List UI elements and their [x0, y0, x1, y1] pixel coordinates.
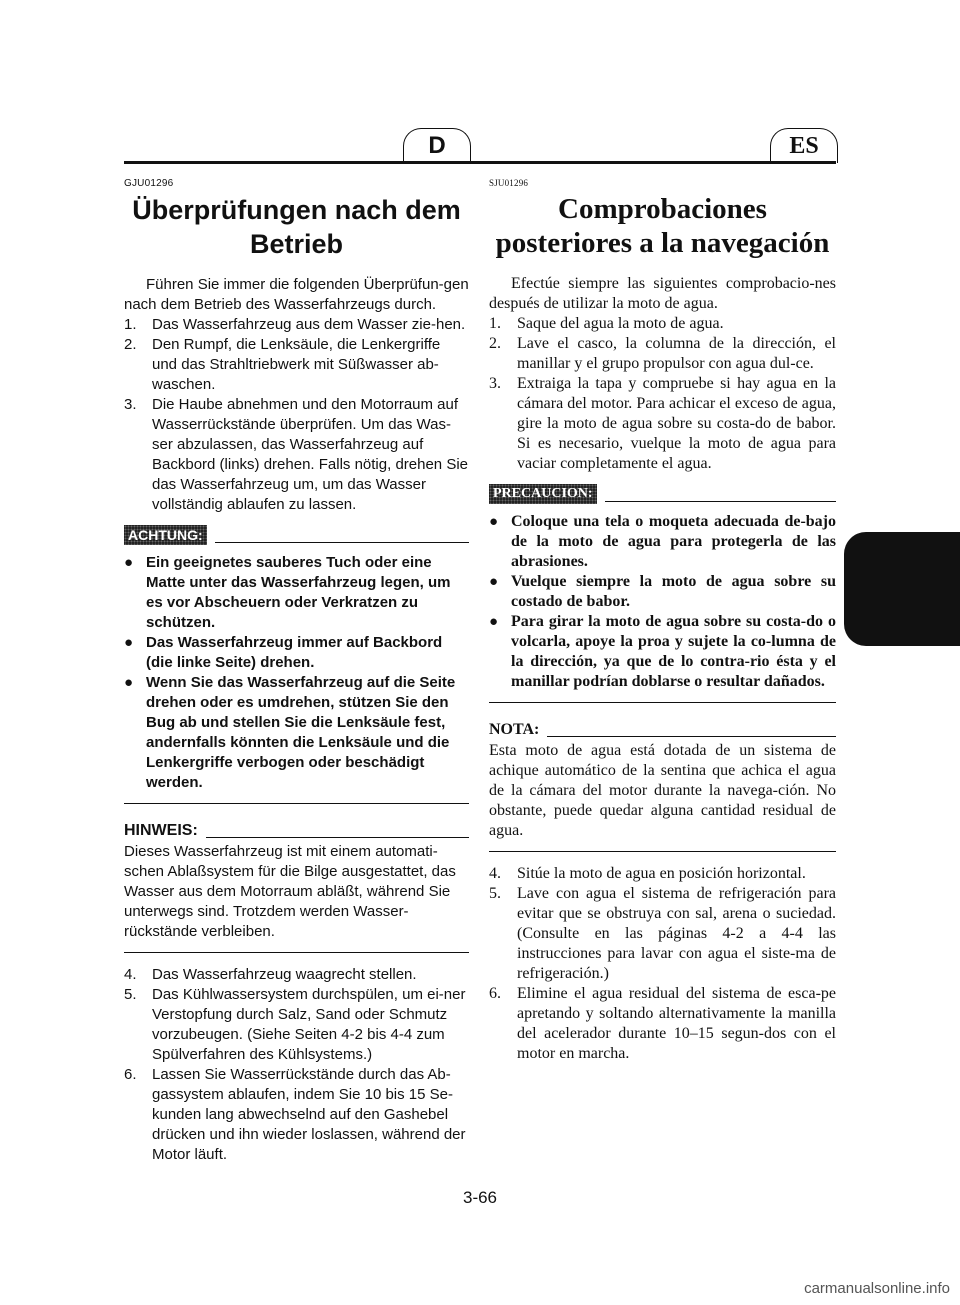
list-item: [124, 553, 469, 633]
step-text: Elimine el agua residual del sistema de esca-pe apretando y soltando alternativamente la manilla del acelerador durante 10–15 segun-dos con el motor en marcha.: [517, 985, 836, 1062]
list-item: [489, 612, 836, 692]
warning-text: Para girar la moto de agua sobre su costa-do o volcarla, apoye la proa y sujete la co-lumna de la dirección, ya que de lo contra-rio ésta y el manillar podrían doblarse o resultar dañados.: [511, 613, 836, 690]
language-tab-german-label: D: [428, 132, 446, 159]
bullet-icon: ●: [124, 554, 134, 571]
note-rule: [547, 736, 836, 737]
warning-list: [489, 512, 836, 692]
list-item: [489, 572, 836, 612]
step-text: Das Wasserfahrzeug aus dem Wasser zie-hen.: [152, 316, 466, 333]
list-item: [489, 884, 836, 984]
list-item: [124, 1065, 469, 1165]
section-code: SJU01296: [489, 178, 529, 188]
list-item: [489, 984, 836, 1064]
note-header: [489, 721, 836, 739]
step-number: 2.: [124, 336, 137, 353]
list-item: [124, 335, 469, 395]
language-tab-spanish-label: ES: [789, 132, 819, 159]
step-text: Sitúe la moto de agua en posición horizontal.: [517, 865, 806, 882]
list-item: [489, 374, 836, 474]
list-item: [124, 633, 469, 673]
intro-paragraph: Efectúe siempre las siguientes comprobacio-nes después de utilizar la moto de agua.: [489, 275, 836, 312]
step-text: Das Wasserfahrzeug waagrecht stellen.: [152, 966, 417, 983]
warning-end-rule: [489, 702, 836, 703]
warning-rule: [215, 542, 469, 543]
step-number: 5.: [489, 885, 501, 902]
step-number: 1.: [489, 315, 501, 332]
step-text: Das Kühlwassersystem durchspülen, um ei-ner Verstopfung durch Salz, Sand oder Schmutz vorzubeugen. (Siehe Seiten 4-2 bis 4-4 zum Spülverfahren des Kühlsystems.): [152, 986, 466, 1063]
warning-text: Ein geeignetes sauberes Tuch oder eine Matte unter das Wasserfahrzeug legen, um es vor Abscheuern oder Verkratzen zu schützen.: [146, 554, 451, 631]
bullet-icon: ●: [489, 614, 499, 630]
bullet-icon: ●: [489, 514, 499, 530]
bullet-icon: ●: [489, 574, 499, 590]
step-number: 1.: [124, 316, 137, 333]
bullet-icon: ●: [124, 634, 134, 651]
column-spanish: [489, 178, 836, 1064]
list-item: [124, 395, 469, 515]
page-number: 3-66: [462, 1188, 498, 1207]
list-item: [489, 512, 836, 572]
list-item: [124, 315, 469, 335]
warning-end-rule: [124, 803, 469, 804]
step-number: 3.: [124, 396, 137, 413]
note-header: [124, 822, 469, 840]
steps-list-a: [489, 314, 836, 474]
step-text: Die Haube abnehmen und den Motorraum auf Wasserrückstände überprüfen. Um das Was-ser abzulassen, das Wasserfahrzeug auf Backbord (links) drehen. Falls nötig, drehen Sie das Wasserfahrzeug um, um das Wasser vollständig ablaufen zu lassen.: [152, 396, 468, 513]
step-number: 2.: [489, 335, 501, 352]
warning-header: [489, 484, 836, 504]
list-item: [124, 673, 469, 793]
note-text: Dieses Wasserfahrzeug ist mit einem automati-schen Ablaßsystem für die Bilge ausgestattet, das Wasser aus dem Motorraum abläßt, während Sie unterwegs sind. Trotzdem werden Wasser-rückstände verbleiben.: [124, 843, 456, 940]
step-text: Lassen Sie Wasserrückstände durch das Ab-gassystem ablaufen, indem Sie 10 bis 15 Se-kunden lang abwechselnd auf den Gashebel drücken und ihn wieder loslassen, während der Motor läuft.: [152, 1066, 466, 1163]
steps-list-a: [124, 315, 469, 515]
warning-text: Vuelque siempre la moto de agua sobre su costado de babor.: [511, 573, 836, 610]
header-rule: [124, 161, 836, 164]
note-text: Esta moto de agua está dotada de un sistema de achique automático de la sentina que achica el agua de la cámara del motor durante la navega-ción. No obstante, puede quedar alguna cantidad residual de agua.: [489, 742, 836, 839]
list-item: [124, 965, 469, 985]
column-german: [124, 178, 469, 1165]
step-text: Saque del agua la moto de agua.: [517, 315, 724, 332]
step-text: Extraiga la tapa y compruebe si hay agua en la cámara del motor. Para achicar el exceso de agua, gire la moto de agua sobre su costa-do de babor. Si es necesario, vuelque la moto de agua para vaciar completamente el agua.: [517, 375, 836, 472]
step-text: Den Rumpf, die Lenksäule, die Lenkergriffe und das Strahltriebwerk mit Süßwasser ab-waschen.: [152, 336, 441, 393]
note-label: NOTA:: [489, 721, 540, 738]
warning-text: Das Wasserfahrzeug immer auf Backbord (die linke Seite) drehen.: [146, 634, 443, 671]
step-number: 6.: [489, 985, 501, 1002]
language-tab-spanish: [770, 128, 838, 163]
steps-list-b: [124, 965, 469, 1165]
note-label: HINWEIS:: [124, 822, 198, 839]
steps-list-b: [489, 864, 836, 1064]
warning-header: [124, 525, 469, 545]
warning-badge: PRECAUCION:: [489, 484, 597, 504]
list-item: [489, 864, 836, 884]
step-number: 6.: [124, 1066, 137, 1083]
step-number: 5.: [124, 986, 137, 1003]
step-text: Lave el casco, la columna de la dirección, el manillar y el grupo propulsor con agua dul-ce.: [517, 335, 836, 372]
watermark-link[interactable]: carmanualsonline.info: [804, 1280, 950, 1297]
section-code: GJU01296: [124, 178, 174, 189]
section-title: Comprobaciones posteriores a la navegación: [495, 193, 830, 259]
section-title: Überprüfungen nach dem Betrieb: [132, 195, 461, 259]
intro-paragraph: Führen Sie immer die folgenden Überprüfun-gen nach dem Betrieb des Wasserfahrzeugs durch.: [124, 276, 469, 313]
note-rule: [206, 837, 469, 838]
step-number: 3.: [489, 375, 501, 392]
warning-badge: ACHTUNG:: [124, 525, 207, 545]
step-text: Lave con agua el sistema de refrigeración para evitar que se obstruya con sal, arena o suciedad. (Consulte en las páginas 4-2 a 4-4 las instrucciones para lavar con agua el siste-ma de refrigeración.): [517, 885, 836, 982]
list-item: [489, 334, 836, 374]
step-number: 4.: [489, 865, 501, 882]
chapter-thumb-tab: [844, 532, 960, 646]
warning-list: [124, 553, 469, 793]
list-item: [124, 985, 469, 1065]
list-item: [489, 314, 836, 334]
warning-text: Coloque una tela o moqueta adecuada de-bajo de la moto de agua para protegerla de las abrasiones.: [511, 513, 836, 570]
bullet-icon: ●: [124, 674, 134, 691]
warning-rule: [605, 501, 836, 502]
warning-text: Wenn Sie das Wasserfahrzeug auf die Seite drehen oder es umdrehen, stützen Sie den Bug ab und stellen Sie die Lenksäule fest, andernfalls könnten die Lenksäule und die Lenkergriffe verbogen oder beschädigt werden.: [146, 674, 456, 791]
step-number: 4.: [124, 966, 137, 983]
language-tab-german: [403, 128, 471, 163]
